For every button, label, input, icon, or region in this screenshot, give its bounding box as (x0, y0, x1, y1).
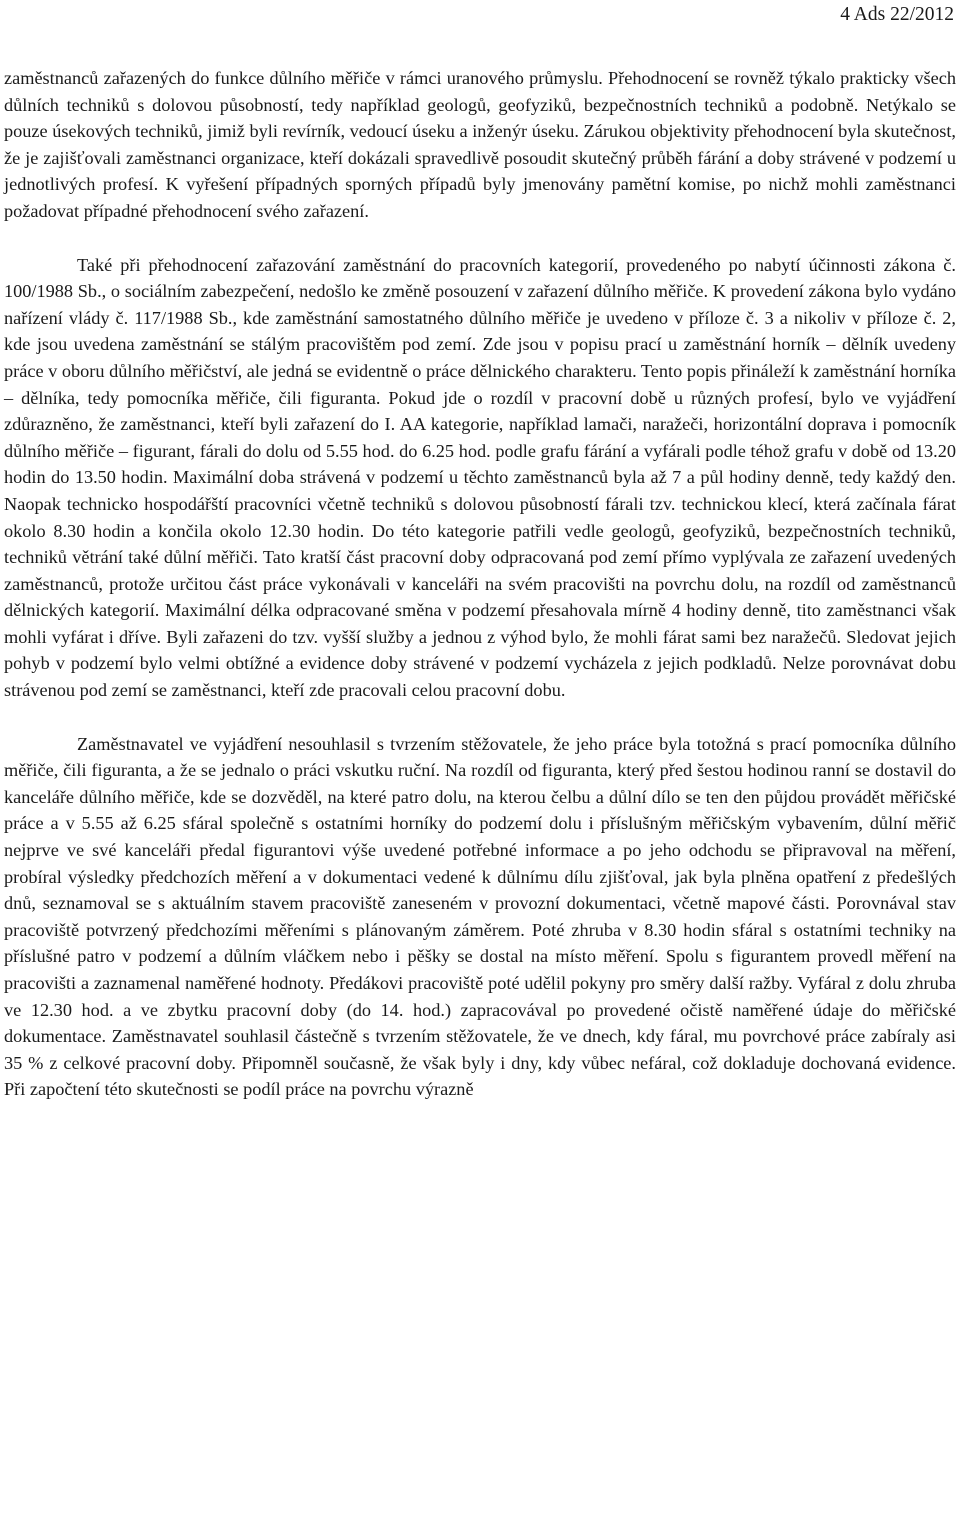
paragraph-3: Zaměstnavatel ve vyjádření nesouhlasil s tvrzením stěžovatele, že jeho práce byla totožná s prací pomocníka důlního měřiče, čili figuranta, a že se jednalo o práci vskutku ruční. Na rozdíl od figuranta, který před šestou hodinou ranní se dostavil do kanceláře důlního měřiče, kde se dozvěděl, na které patro dolu, na kterou čelbu a důlní dílo se ten den půjdou provádět měřičské práce a v 5.55 až 6.25 sfáral společně s ostatními horníky do podzemí dolu i příslušným měřičským vybavením, důlní měřič nejprve ve své kanceláři předal figurantovi výše uvedené potřebné informace a po jeho odchodu se připravoval na měření, probíral výsledky předchozích měření a v dokumentaci vedené k důlnímu dílu zjišťoval, jak byla plněna opatření z předešlých dnů, seznamoval se s aktuálním stavem pracoviště zaneseném v provozní dokumentaci, včetně mapové části. Porovnával stav pracoviště potvrzený předchozími měřeními s plánovaným záměrem. Poté zhruba v 8.30 hodin sfáral s ostatními techniky na příslušné patro v podzemí a důlním vláčkem nebo i pěšky se dostal na místo měření. Spolu s figurantem provedl měření na pracovišti a zaznamenal naměřené hodnoty. Předákovi pracoviště poté udělil pokyny pro směry další ražby. Vyfáral z dolu zhruba ve 12.30 hod. a ve zbytku pracovní doby (do 14. hod.) zapracovával po provedené očistě naměřené údaje do měřičské dokumentace. Zaměstnavatel souhlasil částečně s tvrzením stěžovatele, že ve dnech, kdy fáral, mu povrchové práce zabíraly asi 35 % z celkové pracovní doby. Připomněl současně, že však byly i dny, kdy vůbec nefáral, což dokladuje dochovaná evidence. Při započtení této skutečnosti se podíl práce na povrchu výrazně (4, 733, 956, 1100)
page-number-header: 4 Ads 22/2012 (840, 4, 954, 25)
paragraph-2: Také při přehodnocení zařazování zaměstnání do pracovních kategorií, provedeného po nabytí účinnosti zákona č. 100/1988 Sb., o sociálním zabezpečení, nedošlo ke změně posouzení v zařazení důlního měřiče. K provedení zákona bylo vydáno nařízení vlády č. 117/1988 Sb., kde zaměstnání samostatného důlního měřiče je uvedeno v příloze č. 3 a nikoliv v příloze č. 2, kde jsou uvedena zaměstnání se stálým pracovištěm pod zemí. Zde jsou v popisu prací u zaměstnání horník – dělník uvedeny práce v oboru důlního měřičství, ale jedná se evidentně o práce dělnického charakteru. Tento popis přináleží k zaměstnání horníka – dělníka, tedy pomocníka měřiče, čili figuranta. Pokud jde o rozdíl v pracovní době u různých profesí, bylo ve vyjádření zdůrazněno, že zaměstnanci, kteří byli zařazení do I. AA kategorie, například lamači, naražeči, horizontální doprava i pomocník důlního měřiče – figurant, fárali do dolu od 5.55 hod. do 6.25 hod. podle grafu fárání a vyfárali podle téhož grafu v době od 13.20 hodin do 13.50 hodin. Maximální doba strávená v podzemí u těchto zaměstnanců byla až 7 a půl hodiny denně, tedy každý den. Naopak technicko hospodářští pracovníci včetně techniků s dolovou působností fárali tzv. technickou klecí, která začínala fárat okolo 8.30 hodin a končila okolo 12.30 hodin. Do této kategorie patřili vedle geologů, geofyziků, bezpečnostních techniků, techniků větrání také důlní měřiči. Tato kratší část pracovní doby odpracovaná pod zemí přímo vyplývala ze zařazení uvedených zaměstnanců, protože určitou část práce vykonávali v kanceláři na svém pracovišti na povrchu dolu, na rozdíl od zaměstnanců dělnických kategorií. Maximální délka odpracované směna v podzemí přesahovala mírně 4 hodiny denně, tito zaměstnanci však mohli vyfárat i dříve. Byli zařazeni do tzv. vyšší služby a jednou z výhod bylo, že mohli fárat sami bez naražečů. Sledovat jejich pohyb v podzemí bylo velmi obtížné a evidence doby strávené v podzemí vycházela z jejich podkladů. Nelze porovnávat dobu strávenou pod zemí se zaměstnanci, kteří zde pracovali celou pracovní dobu. (4, 254, 956, 701)
document-body (4, 65, 956, 1103)
paragraph-1: zaměstnanců zařazených do funkce důlního měřiče v rámci uranového průmyslu. Přehodnocení se rovněž týkalo prakticky všech důlních techniků s dolovou působností, tedy například geologů, geofyziků, bezpečnostních techniků a podobně. Netýkalo se pouze úsekových techniků, jimiž byli revírník, vedoucí úseku a inženýr úseku. Zárukou objektivity přehodnocení byla skutečnost, že je zajišťovali zaměstnanci organizace, kteří dokázali spravedlivě posoudit skutečný průběh fárání a doby strávené v podzemí u jednotlivých profesí. K vyřešení případných sporných případů byly jmenovány pamětní komise, po nichž mohli zaměstnanci požadovat případné přehodnocení svého zařazení. (4, 68, 956, 221)
